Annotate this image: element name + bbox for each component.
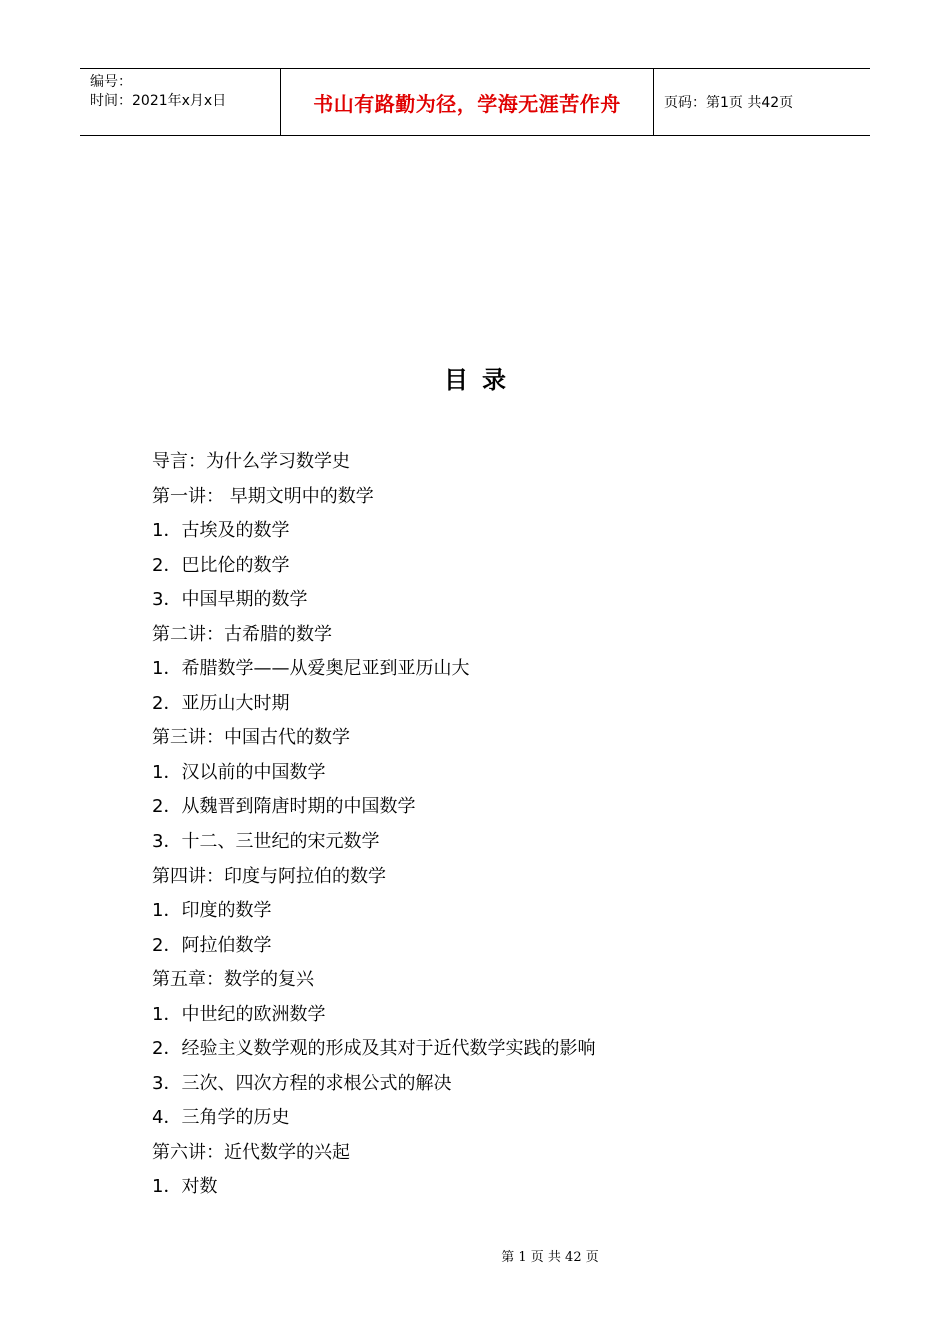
page-footer: 第 1 页 共 42 页 bbox=[501, 1250, 599, 1265]
toc-entry: 第二讲：古希腊的数学 bbox=[152, 623, 332, 645]
toc-entry: 2．巴比伦的数学 bbox=[152, 554, 290, 576]
toc-entry: 导言：为什么学习数学史 bbox=[152, 451, 350, 472]
toc-entry: 第六讲：近代数学的兴起 bbox=[152, 1141, 350, 1163]
toc-entry: 3．十二、三世纪的宋元数学 bbox=[152, 831, 380, 853]
toc-entry: 1．古埃及的数学 bbox=[152, 520, 290, 542]
toc-entry: 1．中世纪的欧洲数学 bbox=[152, 1003, 326, 1025]
document-title: 目录 bbox=[444, 366, 520, 394]
header-page-info: 页码：第1页 共42页 bbox=[664, 95, 794, 111]
toc-entry: 1．对数 bbox=[152, 1176, 218, 1198]
toc-entry: 2．经验主义数学观的形成及其对于近代数学实践的影响 bbox=[152, 1038, 596, 1060]
toc-entry: 2．阿拉伯数学 bbox=[152, 934, 272, 956]
toc-entry: 2．从魏晋到隋唐时期的中国数学 bbox=[152, 796, 416, 818]
toc-entry: 第三讲：中国古代的数学 bbox=[152, 727, 350, 749]
toc-entry: 1．印度的数学 bbox=[152, 900, 272, 922]
table-of-contents bbox=[152, 449, 595, 1209]
toc-entry: 第四讲：印度与阿拉伯的数学 bbox=[152, 865, 386, 887]
toc-entry: 3．中国早期的数学 bbox=[152, 589, 308, 611]
toc-entry: 第一讲： 早期文明中的数学 bbox=[152, 485, 374, 507]
toc-entry: 4．三角学的历史 bbox=[152, 1107, 290, 1129]
header-motto: 书山有路勤为径，学海无涯苦作舟 bbox=[281, 69, 654, 135]
toc-entry: 1．汉以前的中国数学 bbox=[152, 761, 326, 783]
header-meta-cell bbox=[80, 69, 281, 135]
document-time-label: 时间：2021年x月x日 bbox=[90, 93, 227, 109]
toc-entry: 第五章：数学的复兴 bbox=[152, 969, 314, 991]
document-number-label: 编号： bbox=[90, 74, 132, 90]
document-header bbox=[80, 68, 870, 136]
toc-entry: 1．希腊数学——从爱奥尼亚到亚历山大 bbox=[152, 658, 470, 680]
toc-entry: 2．亚历山大时期 bbox=[152, 692, 290, 714]
toc-entry: 3．三次、四次方程的求根公式的解决 bbox=[152, 1072, 452, 1094]
